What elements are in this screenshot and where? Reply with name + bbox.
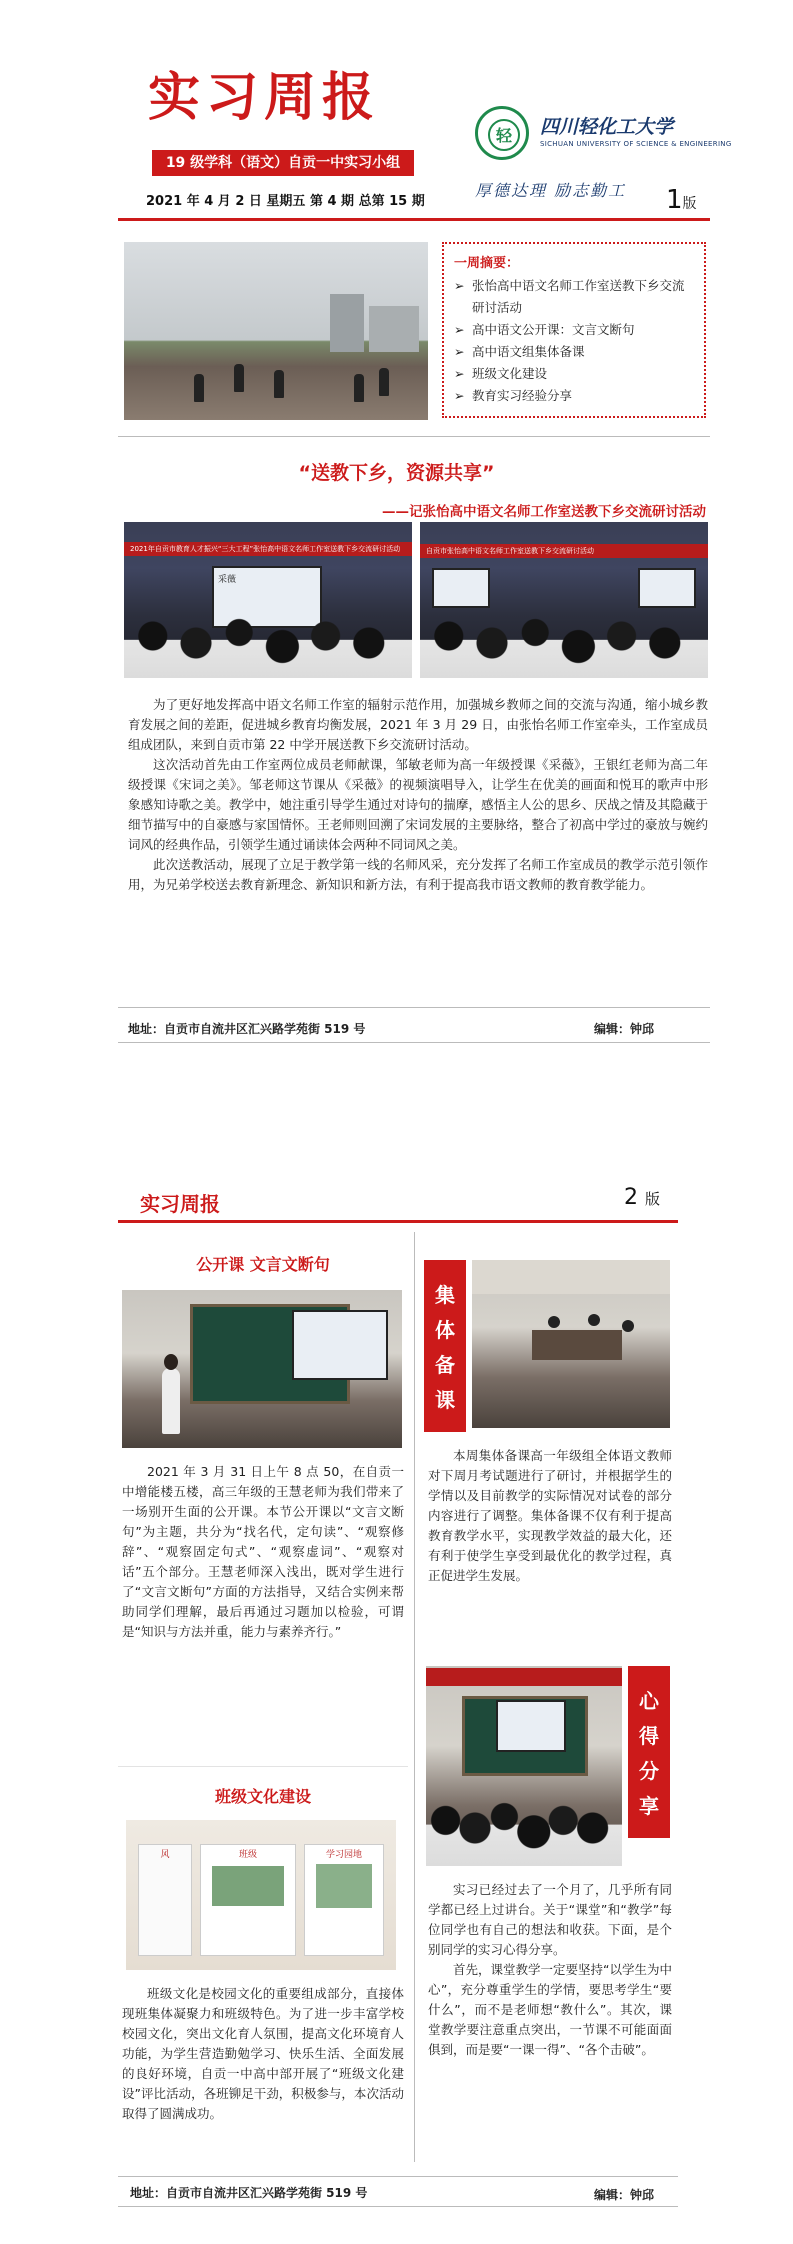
group-subtitle: 19 级学科（语文）自贡一中实习小组 — [152, 150, 414, 176]
article-subhead: ——记张怡高中语文名师工作室送教下乡交流研讨活动 — [382, 504, 706, 520]
sharing-title-char: 分 — [639, 1759, 659, 1783]
page2-footer-address: 地址：自贡市自流井区汇兴路学苑街 519 号 — [130, 2186, 368, 2200]
summary-list — [454, 275, 694, 407]
article-body — [128, 695, 708, 895]
lesson-prep-title-char: 课 — [435, 1388, 455, 1412]
article-paragraph: 为了更好地发挥高中语文名师工作室的辐射示范作用，加强城乡教师之间的交流与沟通，缩小城乡教育发展之间的差距，促进城乡教育均衡发展，2021 年 3 月 29 日，由张怡名师工作室牵头，工作室成员组成团队，来到自贡市第 22 中学开展送教下乡交流研讨活动。 — [128, 697, 708, 752]
arrow-bullet-icon: ➢ — [454, 344, 465, 359]
summary-item — [454, 341, 694, 363]
page-number — [666, 186, 697, 218]
photo-banner-2: 自贡市张怡高中语文名师工作室送教下乡交流研讨活动 — [420, 544, 708, 558]
class-culture-title: 班级文化建设 — [214, 1787, 311, 1806]
summary-item-text: 高中语文组集体备课 — [472, 344, 585, 359]
lesson-prep-text: 本周集体备课高一年级组全体语文教师对下周月考试题进行了研讨，并根据学生的学情以及目前教学的实际情况对试卷的部分内容进行了调整。集体备课不仅有利于提高教育教学水平，实现教学效益的最大化，还有利于使学生享受到最优化的教学过程，真正促进学生发展。 — [428, 1448, 672, 1583]
section-divider — [118, 436, 710, 437]
page2-number — [624, 1185, 660, 1210]
open-class-title: 公开课 文言文断句 — [196, 1255, 330, 1274]
summary-item — [454, 275, 694, 319]
sharing-title — [628, 1666, 670, 1838]
lesson-prep-title-char: 集 — [435, 1283, 455, 1307]
classroom-photo-1 — [124, 522, 412, 678]
open-class-photo — [122, 1290, 402, 1448]
class-culture-text: 班级文化是校园文化的重要组成部分，直接体现班集体凝聚力和班级特色。为了进一步丰富学校校园文化，突出文化育人氛围，提高文化环境育人功能，为学生营造勤勉学习、快乐生活、全面发展的良好环境，自贡一中高中部开展了“班级文化建设”评比活动，各班铆足干劲，积极参与，本次活动取得了圆满成功。 — [122, 1986, 404, 2121]
campus-photo — [124, 242, 428, 420]
sharing-title-char: 心 — [639, 1689, 659, 1713]
photo-banner-1: 2021年自贡市教育人才振兴“三大工程”张怡高中语文名师工作室送教下乡交流研讨活动 — [124, 542, 412, 556]
university-name-en: SICHUAN UNIVERSITY OF SCIENCE & ENGINEERING — [540, 140, 732, 148]
class-culture-photo — [126, 1820, 396, 1970]
page2-header-rule — [118, 1220, 678, 1223]
page2-brand: 实习周报 — [140, 1192, 220, 1216]
summary-item — [454, 385, 694, 407]
page2-number-suffix: 版 — [645, 1190, 661, 1208]
footer-rule-bottom — [118, 1042, 710, 1043]
sharing-title-char: 享 — [639, 1794, 659, 1818]
university-motto: 厚德达理 励志勤工 — [475, 181, 627, 200]
arrow-bullet-icon: ➢ — [454, 322, 465, 337]
lesson-prep-title-char: 备 — [435, 1353, 455, 1377]
summary-item-text: 教育实习经验分享 — [472, 388, 573, 403]
masthead-rule — [118, 218, 710, 221]
sharing-paragraph: 首先，课堂教学一定要坚持“以学生为中心”，充分尊重学生的学情，要思考学生“要什么”，而不是老师想“教什么”。其次，课堂教学要注意重点突出，一节课不可能面面俱到，而是要“一课一得”、“各个击破”。 — [428, 1962, 672, 2057]
article-paragraph: 此次送教活动，展现了立足于教学第一线的名师风采，充分发挥了名师工作室成员的教学示范引领作用，为兄弟学校送去教育新理念、新知识和新方法，有利于提高我市语文教师的教育教学能力。 — [128, 857, 708, 892]
summary-item-text: 高中语文公开课：文言文断句 — [472, 322, 635, 337]
article-headline: “送教下乡，资源共享” — [298, 462, 495, 484]
weekly-summary-box — [442, 242, 706, 418]
sharing-photo — [426, 1666, 622, 1866]
sharing-text — [428, 1880, 672, 2060]
page-number-value: 1 — [666, 185, 683, 215]
summary-item-text: 班级文化建设 — [472, 366, 548, 381]
page2-footer-editor: 编辑：钟邱 — [594, 2188, 655, 2202]
summary-title: 一周摘要： — [454, 256, 520, 271]
page-number-suffix: 版 — [682, 196, 697, 212]
summary-item — [454, 363, 694, 385]
arrow-bullet-icon: ➢ — [454, 388, 465, 403]
sharing-title-char: 得 — [639, 1724, 659, 1748]
open-class-text: 2021 年 3 月 31 日上午 8 点 50，在自贡一中增能楼五楼，高三年级的王慧老师为我们带来了一场别开生面的公开课。本节公开课以“文言文断句”为主题，共分为“找名代，定句读”、“观察修辞”、“观察固定句式”、“观察虚词”、“观察对话”五个部分。王慧老师深入浅出，既对学生进行了“文言文断句”方面的方法指导，又结合实例来帮助同学们理解，最后再通过习题加以检验，可谓是“知识与方法并重，能力与素养齐行。” — [122, 1464, 404, 1639]
classroom-photo-2 — [420, 522, 708, 678]
article-paragraph: 这次活动首先由工作室两位成员老师献课，邹敏老师为高一年级授课《采薇》，王银红老师为高二年级授课《宋词之美》。邹老师这节课从《采薇》的视频演唱导入，让学生在优美的画面和悦耳的歌声中形象感知诗歌之美。教学中，她注重引导学生通过对诗句的揣摩，感悟主人公的思乡、厌战之情及其隐藏于细节描写中的自豪感与家国情怀。王老师则回溯了宋词发展的主要脉络，整合了初高中学过的豪放与婉约词风的经典作品，引领学生通过诵读体会两种不同词风之美。 — [128, 757, 708, 852]
lesson-prep-title — [424, 1260, 466, 1432]
arrow-bullet-icon: ➢ — [454, 366, 465, 381]
page2-footer-rule-bottom — [118, 2206, 678, 2207]
page2-footer-rule — [118, 2176, 678, 2177]
projector-screen: 采薇 — [212, 566, 322, 628]
lesson-prep-title-char: 体 — [435, 1318, 455, 1342]
board-label: 班级 — [200, 1844, 296, 1956]
summary-item-text: 张怡高中语文名师工作室送教下乡交流研讨活动 — [472, 278, 685, 315]
footer-rule — [118, 1007, 710, 1008]
footer-address: 地址：自贡市自流井区汇兴路学苑街 519 号 — [128, 1022, 366, 1036]
issue-line: 2021 年 4 月 2 日 星期五 第 4 期 总第 15 期 — [146, 194, 425, 209]
board-label: 风 — [138, 1844, 192, 1956]
sharing-paragraph: 实习已经过去了一个月了，几乎所有同学都已经上过讲台。关于“课堂”和“教学”每位同学也有自己的想法和收获。下面，是个别同学的实习心得分享。 — [428, 1882, 672, 1957]
university-name: 四川轻化工大学 — [540, 116, 674, 138]
page2-number-value: 2 — [624, 1185, 638, 1210]
footer-editor: 编辑：钟邱 — [594, 1022, 655, 1036]
board-label: 学习园地 — [304, 1844, 384, 1956]
arrow-bullet-icon: ➢ — [454, 278, 465, 293]
summary-item — [454, 319, 694, 341]
newsletter-title: 实习周报 — [148, 68, 381, 128]
left-section-divider — [118, 1766, 408, 1767]
lesson-prep-photo — [472, 1260, 670, 1428]
column-divider — [414, 1232, 415, 2162]
university-seal-icon: 轻 — [475, 106, 529, 160]
